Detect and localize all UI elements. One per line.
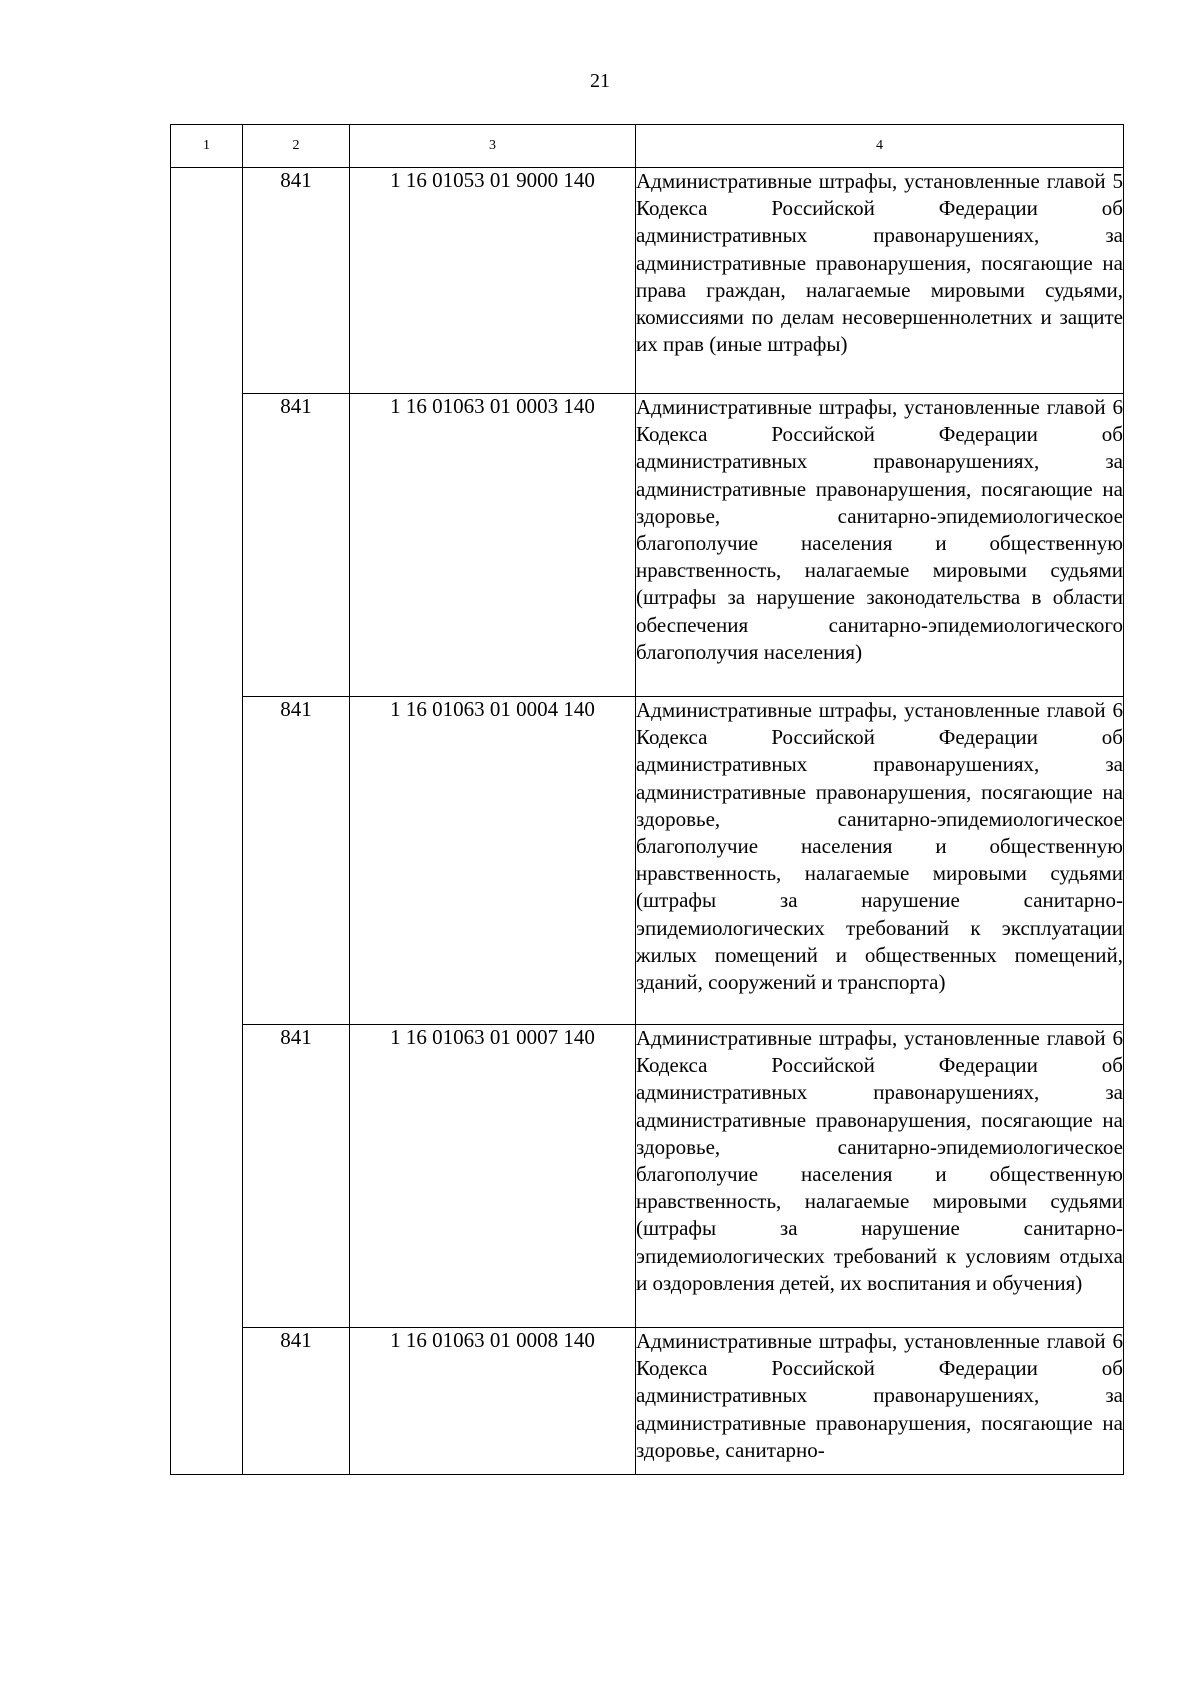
description-cell: Административные штрафы, установленные главой 5 Кодекса Российской Федерации об административных правонарушениях, за административные правонарушения, посягающие на права граждан, налагаемые мировыми судьями, комиссиями по делам несовершеннолетних и защите их прав (иные штрафы) [636,168,1124,394]
header-col-2: 2 [243,125,350,168]
kbk-code-cell: 1 16 01063 01 0003 140 [350,394,636,697]
table-row [171,394,1124,697]
kbk-code-cell: 1 16 01063 01 0008 140 [350,1328,636,1475]
header-col-4: 4 [636,125,1124,168]
description-cell: Административные штрафы, установленные главой 6 Кодекса Российской Федерации об административных правонарушениях, за административные правонарушения, посягающие на здоровье, санитарно-эпидемиологическое благополучие населения и общественную нравственность, налагаемые мировыми судьями (штрафы за нарушение санитарно-эпидемиологических требований к эксплуатации жилых помещений и общественных помещений, зданий, сооружений и транспорта) [636,697,1124,1025]
header-col-3: 3 [350,125,636,168]
admin-code-cell: 841 [243,697,350,1025]
table-row [171,1328,1124,1475]
table-row [171,168,1124,394]
kbk-code-cell: 1 16 01063 01 0004 140 [350,697,636,1025]
admin-code-cell: 841 [243,168,350,394]
table-header-row [171,125,1124,168]
page-number: 21 [590,70,610,92]
admin-code-cell: 841 [243,394,350,697]
description-cell: Административные штрафы, установленные главой 6 Кодекса Российской Федерации об административных правонарушениях, за административные правонарушения, посягающие на здоровье, санитарно- [636,1328,1124,1475]
kbk-code-cell: 1 16 01063 01 0007 140 [350,1025,636,1328]
kbk-code-cell: 1 16 01053 01 9000 140 [350,168,636,394]
admin-code-cell: 841 [243,1025,350,1328]
empty-first-column-cell [171,168,243,1475]
table-row [171,1025,1124,1328]
description-cell: Административные штрафы, установленные главой 6 Кодекса Российской Федерации об административных правонарушениях, за административные правонарушения, посягающие на здоровье, санитарно-эпидемиологическое благополучие населения и общественную нравственность, налагаемые мировыми судьями (штрафы за нарушение законодательства в области обеспечения санитарно-эпидемиологического благополучия населения) [636,394,1124,697]
description-cell: Административные штрафы, установленные главой 6 Кодекса Российской Федерации об административных правонарушениях, за административные правонарушения, посягающие на здоровье, санитарно-эпидемиологическое благополучие населения и общественную нравственность, налагаемые мировыми судьями (штрафы за нарушение санитарно-эпидемиологических требований к условиям отдыха и оздоровления детей, их воспитания и обучения) [636,1025,1124,1328]
budget-classification-table [170,124,1124,1475]
table-row [171,697,1124,1025]
header-col-1: 1 [171,125,243,168]
admin-code-cell: 841 [243,1328,350,1475]
